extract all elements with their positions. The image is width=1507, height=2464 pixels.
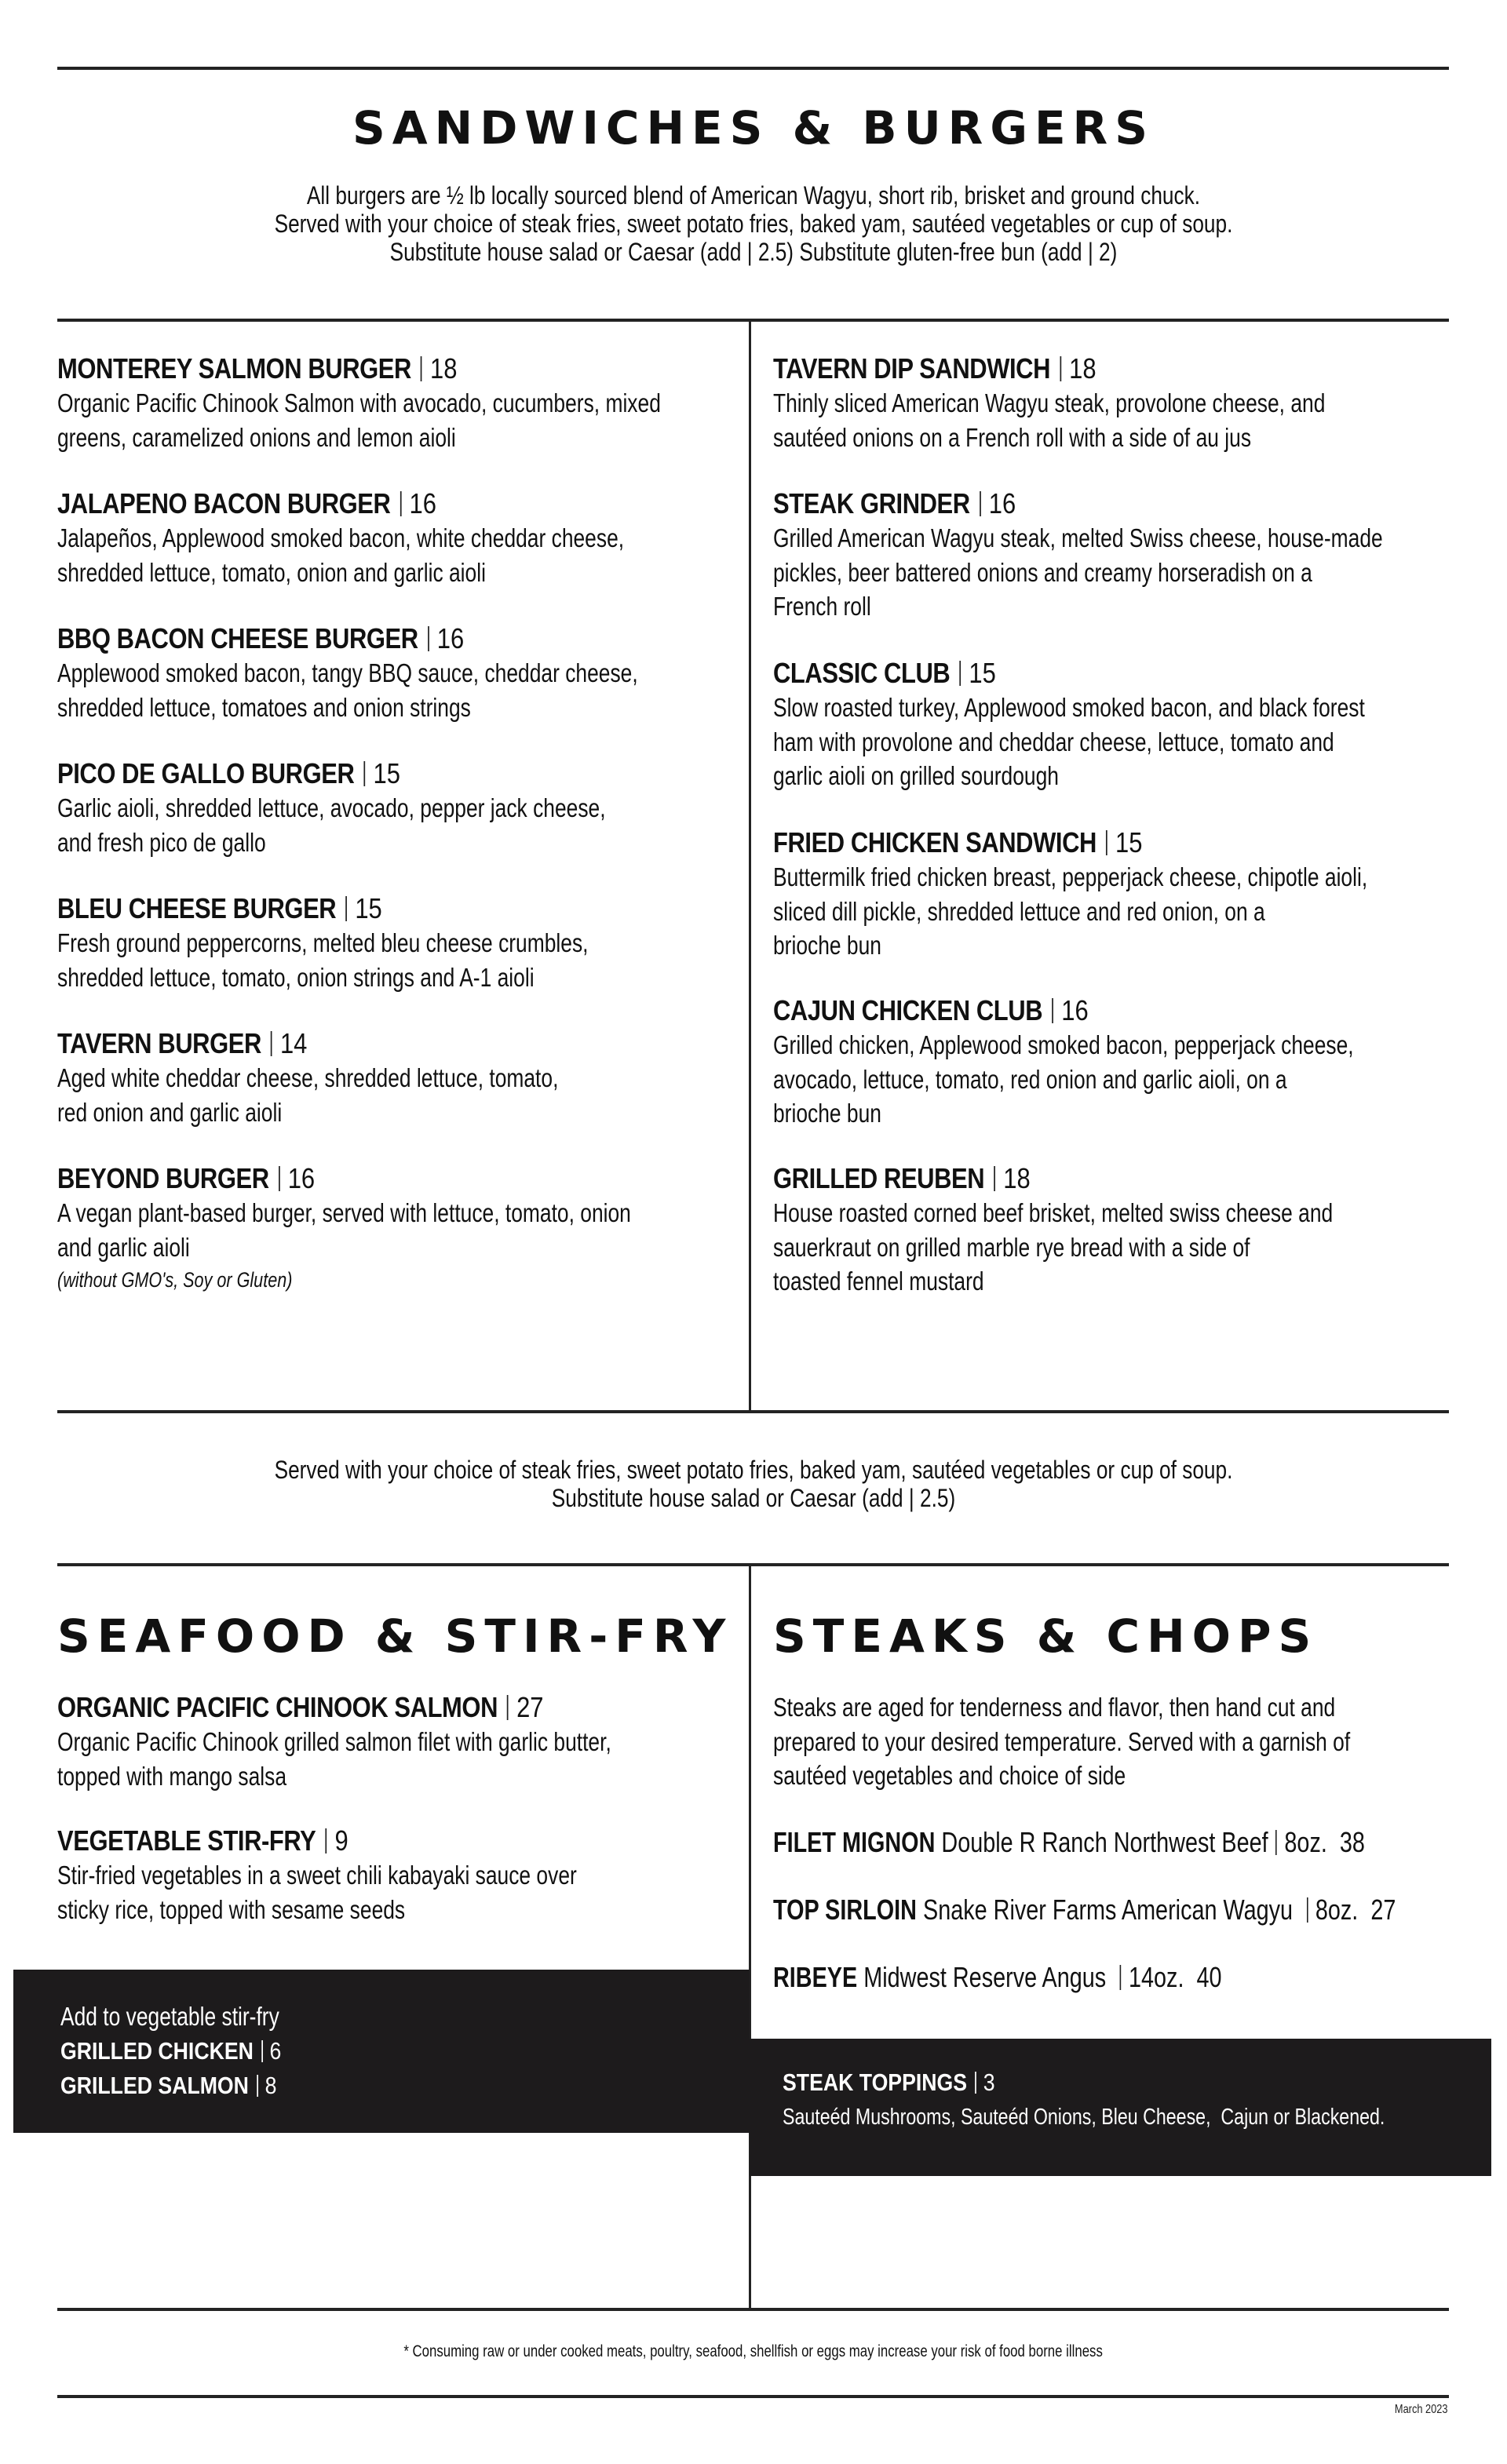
item-name: TAVERN BURGER [57,1027,261,1059]
section-title-seafood-stir-fry: SEAFOOD & STIR-FRY [57,1609,733,1663]
addon-price: 8 [265,2072,277,2099]
steaks-desc-line: sautéed vegetables and choice of side [773,1761,1126,1790]
menu-item-top-sirloin [773,1893,1396,1927]
item-price: 15 [969,657,996,689]
addons-label: Add to vegetable stir-fry [60,2002,279,2031]
menu-date: March 2023 [1394,2403,1447,2416]
item-description: topped with mango salsa [57,1761,287,1791]
price-separator [325,1828,327,1853]
item-description: French roll [773,592,871,621]
item-name: FRIED CHICKEN SANDWICH [773,826,1096,858]
toppings-name: STEAK TOPPINGS [783,2069,968,2096]
item-description: shredded lettuce, tomato, onion and garlic aioli [57,557,486,587]
item-description: shredded lettuce, tomatoes and onion strings [57,692,471,722]
steaks-description [773,1690,1464,1793]
item-description: and fresh pico de gallo [57,827,266,857]
item-price: 16 [436,622,465,654]
food-safety-disclaimer [0,2342,1507,2362]
menu-item-tavern-dip-sandwich [773,352,1464,454]
item-name: MONTEREY SALMON BURGER [57,352,411,385]
item-price: 18 [430,352,458,385]
column-divider-sandwiches [749,319,751,1411]
item-size-price: 8oz. 27 [1315,1894,1396,1926]
price-separator [400,491,401,516]
price-separator [1120,1965,1122,1990]
addon-name: GRILLED SALMON [60,2072,249,2099]
item-title [773,993,1367,1028]
item-description: garlic aioli on grilled sourdough [773,761,1059,790]
item-name: FILET MIGNON [773,1826,936,1858]
addon-name: GRILLED CHICKEN [60,2037,254,2065]
toppings-description: Sauteéd Mushrooms, Sauteéd Onions, Bleu Cheese, Cajun or Blackened. [783,2105,1385,2130]
toppings-price: 3 [983,2069,995,2096]
price-separator [257,2075,258,2097]
menu-item-vegetable-stir-fry [57,1824,748,1926]
stir-fry-addons-box [13,1970,750,2133]
item-note: (without GMO's, Soy or Gluten) [57,1268,293,1292]
sides-note-line: Served with your choice of steak fries, sweet potato fries, baked yam, sautéed vegetables or cup of soup. [274,1456,1233,1484]
sides-note-line: Substitute house salad or Caesar (add | 2.5) [551,1484,956,1512]
item-description: ham with provolone and cheddar cheese, lettuce, tomato and [773,727,1334,756]
price-separator [1307,1897,1308,1923]
item-title [57,1026,651,1061]
item-name: GRILLED REUBEN [773,1162,985,1194]
item-description: House roasted corned beef brisket, melted swiss cheese and [773,1198,1334,1227]
item-description: A vegan plant-based burger, served with lettuce, tomato, onion [57,1198,631,1227]
item-price: 27 [516,1691,544,1723]
item-description: red onion and garlic aioli [57,1097,283,1127]
item-size-price: 14oz. 40 [1129,1961,1222,1993]
price-separator [271,1031,272,1056]
item-price: 18 [1069,352,1096,385]
menu-item-cajun-chicken-club [773,993,1464,1131]
menu-item-beyond-burger [57,1161,748,1296]
price-separator [345,896,347,921]
item-description: Garlic aioli, shredded lettuce, avocado, pepper jack cheese, [57,793,606,822]
item-name: BBQ BACON CHEESE BURGER [57,622,418,654]
item-description: avocado, lettuce, tomato, red onion and garlic aioli, on a [773,1064,1287,1094]
item-description: Thinly sliced American Wagyu steak, provolone cheese, and [773,388,1326,417]
item-name: BLEU CHEESE BURGER [57,892,337,924]
price-separator [261,2040,263,2062]
intro-line: All burgers are ½ lb locally sourced blend of American Wagyu, short rib, brisket and ground chuck. [306,181,1201,210]
item-price: 16 [988,487,1016,519]
item-price: 15 [355,892,382,924]
item-price: 15 [1115,826,1143,858]
item-description: sauerkraut on grilled marble rye bread with a side of [773,1232,1250,1262]
addon-grilled-chicken [60,2034,296,2069]
price-separator [1060,356,1061,381]
item-price: 9 [334,1824,348,1857]
section-title-steaks-chops: STEAKS & CHOPS [773,1609,1319,1663]
item-description: greens, caramelized onions and lemon aioli [57,422,456,452]
menu-item-grilled-reuben [773,1161,1464,1299]
item-description: Grilled chicken, Applewood smoked bacon, pepperjack cheese, [773,1030,1354,1059]
menu-item-steak-grinder [773,487,1464,624]
item-name: JALAPENO BACON BURGER [57,487,391,519]
menu-item-tavern-burger [57,1026,748,1129]
section-title-sandwiches-burgers: SANDWICHES & BURGERS [352,101,1155,155]
item-description: Stir-fried vegetables in a sweet chili kabayaki sauce over [57,1861,577,1890]
item-description: sautéed onions on a French roll with a side of au jus [773,422,1252,452]
item-description: shredded lettuce, tomato, onion strings and A-1 aioli [57,962,535,992]
menu-item-fried-chicken-sandwich [773,826,1464,963]
item-name: STEAK GRINDER [773,487,970,519]
column-divider-entrees [749,1563,751,2309]
steak-toppings-box [750,2039,1491,2176]
item-description: Slow roasted turkey, Applewood smoked bacon, and black forest [773,693,1365,722]
rule-entrees-top [57,1563,1449,1566]
item-price: 16 [1061,994,1089,1026]
menu-item-pico-de-gallo-burger [57,756,748,859]
menu-item-bleu-cheese-burger [57,891,748,994]
rule-sandwiches-top [57,319,1449,322]
top-rule [57,67,1449,70]
menu-item-classic-club [773,656,1464,793]
item-name: ORGANIC PACIFIC CHINOOK SALMON [57,1691,498,1723]
item-description: Jalapeños, Applewood smoked bacon, white cheddar cheese, [57,523,625,552]
item-source: Snake River Farms American Wagyu [922,1894,1300,1926]
item-description: Fresh ground peppercorns, melted bleu cheese crumbles, [57,928,589,957]
item-description: pickles, beer battered onions and creamy horseradish on a [773,557,1312,587]
addon-price: 6 [269,2037,282,2065]
price-separator [975,2072,976,2094]
intro-line: Served with your choice of steak fries, sweet potato fries, baked yam, sautéed vegetables or cup of soup. [274,210,1233,238]
menu-item-organic-pacific-chinook-salmon [57,1690,748,1793]
item-description: Organic Pacific Chinook Salmon with avocado, cucumbers, mixed [57,388,661,417]
item-size-price: 8oz. 38 [1284,1826,1365,1858]
item-description: Aged white cheddar cheese, shredded lettuce, tomato, [57,1063,559,1092]
item-title [773,1161,1367,1196]
item-price: 15 [373,757,400,789]
item-name: CLASSIC CLUB [773,657,951,689]
item-description: Applewood smoked bacon, tangy BBQ sauce, cheddar cheese, [57,658,638,687]
rule-sandwiches-bottom [57,1410,1449,1413]
item-name: CAJUN CHICKEN CLUB [773,994,1043,1026]
item-price: 16 [409,487,436,519]
item-name: TAVERN DIP SANDWICH [773,352,1051,385]
intro-line: Substitute house salad or Caesar (add | 2.5) Substitute gluten-free bun (add | 2) [389,238,1118,266]
item-description: and garlic aioli [57,1232,190,1262]
item-name: TOP SIRLOIN [773,1894,917,1926]
item-price: 14 [279,1027,308,1059]
item-title [773,656,1367,691]
price-separator [1052,998,1053,1023]
rule-footer-bottom [57,2395,1449,2398]
item-title [57,756,651,791]
addon-grilled-salmon [60,2069,296,2103]
item-description: brioche bun [773,931,881,960]
price-separator [1106,830,1107,855]
price-separator [959,661,961,686]
item-name: RIBEYE [773,1961,858,1993]
item-title [57,1161,651,1196]
item-title [57,1690,651,1725]
item-name: BEYOND BURGER [57,1162,269,1194]
steaks-desc-line: Steaks are aged for tenderness and flavor, then hand cut and [773,1693,1336,1722]
item-description: brioche bun [773,1099,881,1128]
item-title [773,826,1367,860]
disclaimer-text: * Consuming raw or under cooked meats, poultry, seafood, shellfish or eggs may increase your risk of food borne illness [403,2342,1104,2360]
price-separator [980,491,981,516]
steaks-desc-line: prepared to your desired temperature. Served with a garnish of [773,1726,1351,1756]
menu-item-jalapeno-bacon-burger [57,487,748,589]
item-title [773,352,1367,386]
burger-intro [0,181,1507,266]
price-separator [428,626,429,651]
price-separator [507,1695,509,1720]
item-name: VEGETABLE STIR-FRY [57,1824,316,1857]
menu-item-ribeye [773,1960,1222,1995]
price-separator [421,356,422,381]
item-title [57,1824,651,1858]
rule-footer-top [57,2308,1449,2311]
item-title [57,352,651,386]
item-title [57,891,651,926]
menu-item-bbq-bacon-cheese-burger [57,621,748,724]
item-source: Double R Ranch Northwest Beef [941,1826,1268,1858]
item-description: toasted fennel mustard [773,1267,984,1296]
price-separator [1275,1830,1277,1855]
price-separator [363,761,365,786]
item-name: PICO DE GALLO BURGER [57,757,355,789]
item-title [57,621,651,656]
item-price: 16 [287,1162,316,1194]
item-title [773,487,1367,521]
sides-note [0,1456,1507,1512]
item-title [57,487,651,521]
item-description: sliced dill pickle, shredded lettuce and red onion, on a [773,896,1265,926]
steak-toppings-title [783,2065,1430,2100]
price-separator [279,1166,280,1191]
menu-item-filet-mignon [773,1825,1365,1860]
item-price: 18 [1003,1162,1031,1194]
item-description: Buttermilk fried chicken breast, pepperjack cheese, chipotle aioli, [773,862,1368,891]
item-description: sticky rice, topped with sesame seeds [57,1894,406,1924]
item-source: Midwest Reserve Angus [863,1961,1113,1993]
menu-item-monterey-salmon-burger [57,352,748,454]
item-description: Organic Pacific Chinook grilled salmon filet with garlic butter, [57,1727,611,1756]
price-separator [994,1166,995,1191]
item-description: Grilled American Wagyu steak, melted Swiss cheese, house-made [773,523,1383,552]
